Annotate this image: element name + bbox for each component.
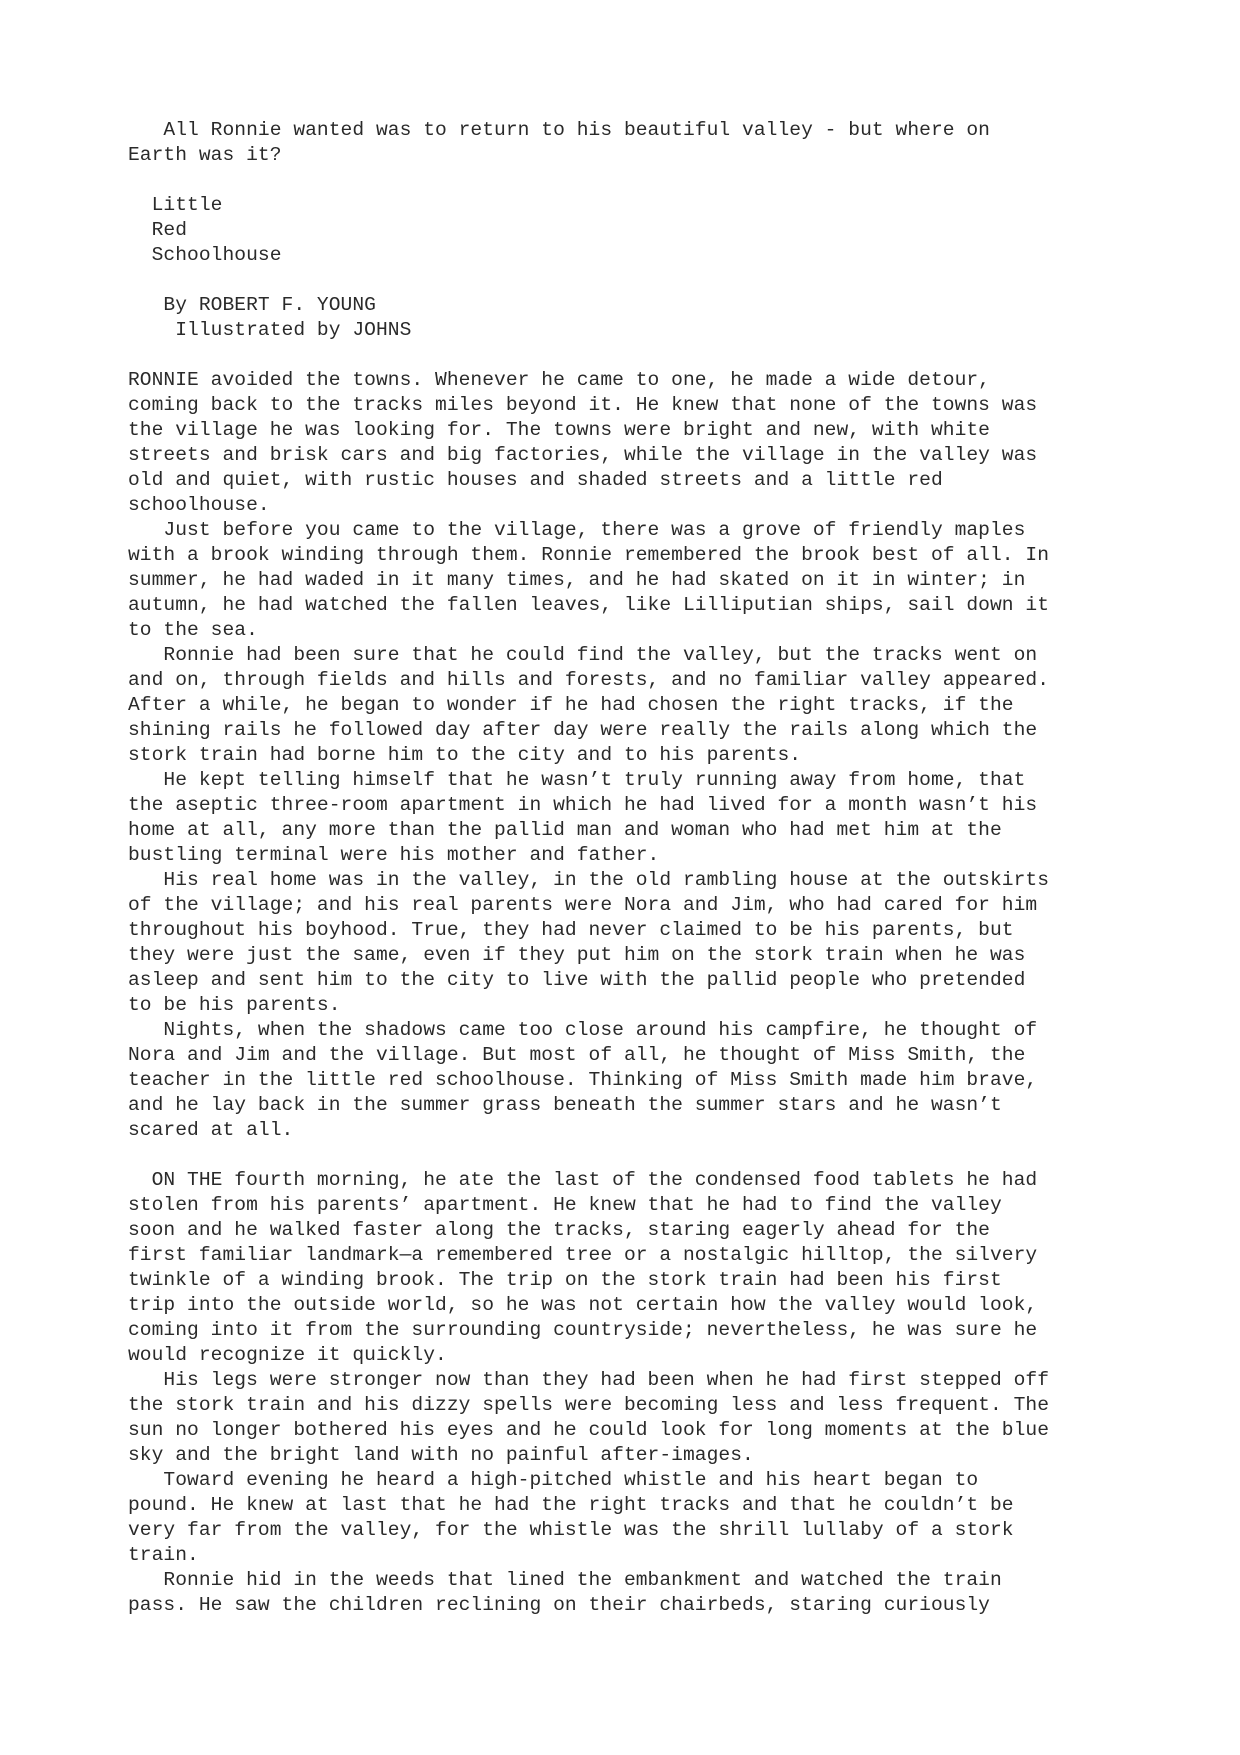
text-line: stolen from his parents’ apartment. He knew that he had to find the valley xyxy=(128,1194,1002,1216)
text-line: very far from the valley, for the whistle was the shrill lullaby of a stork xyxy=(128,1519,1014,1541)
text-line: By ROBERT F. YOUNG xyxy=(128,294,376,316)
text-line: to be his parents. xyxy=(128,994,341,1016)
text-line: scared at all. xyxy=(128,1119,294,1141)
text-line: shining rails he followed day after day were really the rails along which the xyxy=(128,719,1038,741)
spacer xyxy=(128,1143,1128,1168)
text-line: Earth was it? xyxy=(128,144,282,166)
text-line: Ronnie had been sure that he could find the valley, but the tracks went on xyxy=(128,644,1038,666)
text-line: soon and he walked faster along the tracks, staring eagerly ahead for the xyxy=(128,1219,990,1241)
text-line: Schoolhouse xyxy=(128,244,282,266)
text-line: Toward evening he heard a high-pitched whistle and his heart began to xyxy=(128,1469,979,1491)
spacer xyxy=(128,168,1128,193)
text-line: coming into it from the surrounding countryside; nevertheless, he was sure he xyxy=(128,1319,1038,1341)
document-page xyxy=(128,118,1128,1618)
text-line: they were just the same, even if they put him on the stork train when he was xyxy=(128,944,1026,966)
text-line: sky and the bright land with no painful after-images. xyxy=(128,1444,754,1466)
text-line: After a while, he began to wonder if he had chosen the right tracks, if the xyxy=(128,694,1014,716)
section-two xyxy=(128,1168,1128,1618)
text-line: throughout his boyhood. True, they had never claimed to be his parents, but xyxy=(128,919,1014,941)
text-line: His real home was in the valley, in the old rambling house at the outskirts xyxy=(128,869,1050,891)
text-line: Nights, when the shadows came too close around his campfire, he thought of xyxy=(128,1019,1038,1041)
text-line: the aseptic three-room apartment in which he had lived for a month wasn’t his xyxy=(128,794,1038,816)
text-line: ON THE fourth morning, he ate the last of the condensed food tablets he had xyxy=(128,1169,1038,1191)
text-line: twinkle of a winding brook. The trip on the stork train had been his first xyxy=(128,1269,1002,1291)
text-line: and on, through fields and hills and forests, and no familiar valley appeared. xyxy=(128,669,1050,691)
text-line: teacher in the little red schoolhouse. Thinking of Miss Smith made him brave, xyxy=(128,1069,1038,1091)
text-line: coming back to the tracks miles beyond it. He knew that none of the towns was xyxy=(128,394,1038,416)
text-line: asleep and sent him to the city to live with the pallid people who pretended xyxy=(128,969,1026,991)
text-line: train. xyxy=(128,1544,199,1566)
text-line: Little xyxy=(128,194,223,216)
text-line: Red xyxy=(128,219,188,241)
text-line: the stork train and his dizzy spells were becoming less and less frequent. The xyxy=(128,1394,1050,1416)
text-line: RONNIE avoided the towns. Whenever he came to one, he made a wide detour, xyxy=(128,369,990,391)
text-line: His legs were stronger now than they had been when he had first stepped off xyxy=(128,1369,1050,1391)
text-line: schoolhouse. xyxy=(128,494,270,516)
text-line: home at all, any more than the pallid man and woman who had met him at the xyxy=(128,819,1002,841)
text-line: stork train had borne him to the city and to his parents. xyxy=(128,744,802,766)
text-line: trip into the outside world, so he was not certain how the valley would look, xyxy=(128,1294,1038,1316)
text-line: streets and brisk cars and big factories, while the village in the valley was xyxy=(128,444,1038,466)
text-line: He kept telling himself that he wasn’t truly running away from home, that xyxy=(128,769,1026,791)
section-one xyxy=(128,368,1128,1143)
text-line: pass. He saw the children reclining on their chairbeds, staring curiously xyxy=(128,1594,990,1616)
text-line: with a brook winding through them. Ronnie remembered the brook best of all. In xyxy=(128,544,1050,566)
spacer xyxy=(128,268,1128,293)
blurb xyxy=(128,118,1128,168)
text-line: All Ronnie wanted was to return to his beautiful valley - but where on xyxy=(128,119,990,141)
text-line: sun no longer bothered his eyes and he could look for long moments at the blue xyxy=(128,1419,1050,1441)
text-line: Illustrated by JOHNS xyxy=(128,319,412,341)
text-line: to the sea. xyxy=(128,619,258,641)
text-line: Ronnie hid in the weeds that lined the embankment and watched the train xyxy=(128,1569,1002,1591)
text-line: the village he was looking for. The towns were bright and new, with white xyxy=(128,419,990,441)
text-line: first familiar landmark—a remembered tree or a nostalgic hilltop, the silvery xyxy=(128,1244,1038,1266)
story-title xyxy=(128,193,1128,268)
text-line: bustling terminal were his mother and father. xyxy=(128,844,660,866)
text-line: autumn, he had watched the fallen leaves, like Lilliputian ships, sail down it xyxy=(128,594,1050,616)
text-line: Nora and Jim and the village. But most of all, he thought of Miss Smith, the xyxy=(128,1044,1026,1066)
text-line: Just before you came to the village, there was a grove of friendly maples xyxy=(128,519,1026,541)
text-line: and he lay back in the summer grass beneath the summer stars and he wasn’t xyxy=(128,1094,1002,1116)
spacer xyxy=(128,343,1128,368)
text-line: of the village; and his real parents were Nora and Jim, who had cared for him xyxy=(128,894,1038,916)
text-line: old and quiet, with rustic houses and shaded streets and a little red xyxy=(128,469,943,491)
text-line: summer, he had waded in it many times, and he had skated on it in winter; in xyxy=(128,569,1026,591)
text-line: pound. He knew at last that he had the right tracks and that he couldn’t be xyxy=(128,1494,1014,1516)
text-line: would recognize it quickly. xyxy=(128,1344,447,1366)
credits xyxy=(128,293,1128,343)
